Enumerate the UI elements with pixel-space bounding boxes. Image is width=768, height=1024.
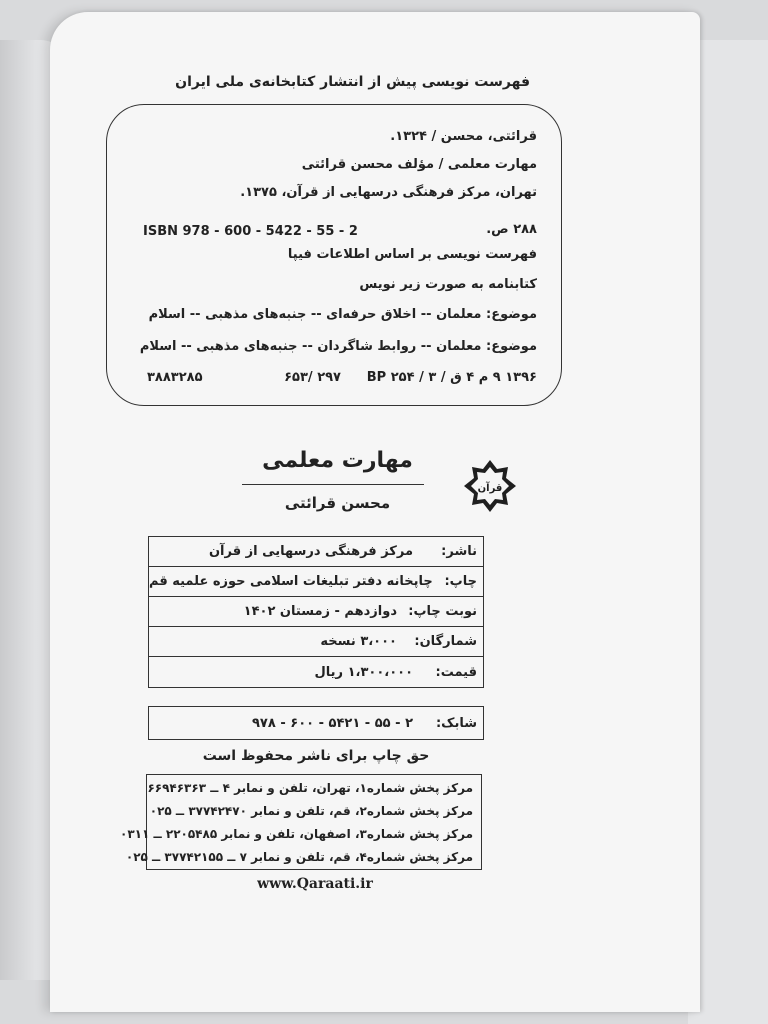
edition-label: نوبت چاپ:	[408, 604, 477, 619]
distribution-line-3: مرکز پخش شماره۳، اصفهان، تلفن و نمابر ۲۲۰۵۴۸۵ ــ ۰۳۱۱	[120, 827, 473, 841]
shabak-value: ۲ - ۵۵ - ۵۴۲۱ - ۶۰۰ - ۹۷۸	[252, 715, 413, 731]
copies-label: شمارگان:	[414, 634, 477, 649]
cip-fipa: فهرست نویسی بر اساس اطلاعات فیپا	[287, 247, 537, 262]
publisher-value: مرکز فرهنگی درسهایی از قرآن	[208, 544, 413, 559]
cip-title-line: مهارت معلمی / مؤلف محسن قرائتی	[301, 157, 537, 172]
copies-value: ۳،۰۰۰ نسخه	[320, 634, 397, 649]
book-title: مهارت معلمی	[262, 448, 413, 473]
cip-dewey: ۲۹۷ /۶۵۳	[284, 370, 341, 385]
cip-isbn: ISBN 978 - 600 - 5422 - 55 - 2	[143, 224, 358, 239]
publication-info-table	[148, 536, 484, 688]
cip-heading: فهرست نویسی پیش از انتشار کتابخانه‌ی ملی ایران	[175, 74, 530, 90]
price-value: ۱،۳۰۰،۰۰۰ ریال	[314, 664, 413, 680]
info-row-price	[149, 657, 483, 687]
print-value: چاپخانه دفتر تبلیغات اسلامی حوزه علمیه قم	[149, 574, 433, 589]
distribution-line-2: مرکز پخش شماره۲، قم، تلفن و نمابر ۳۷۷۴۲۴۷۰ ــ ۰۲۵	[149, 804, 473, 818]
website-link[interactable]: www.Qaraati.ir	[257, 876, 373, 892]
shabak-box	[148, 706, 484, 740]
cip-national-number: ۳۸۸۳۲۸۵	[147, 370, 203, 385]
star-logo-icon	[460, 458, 520, 514]
distribution-line-4: مرکز پخش شماره۴، قم، تلفن و نمابر ۷ ــ ۳۷۷۴۲۱۵۵ ــ ۰۲۵	[125, 850, 473, 864]
publisher-label: ناشر:	[441, 544, 477, 559]
edition-value: دوازدهم - زمستان ۱۴۰۲	[243, 604, 397, 619]
background-surface	[688, 40, 768, 1024]
shabak-label: شابک:	[435, 715, 477, 731]
distribution-line-1: مرکز پخش شماره۱، تهران، تلفن و نمابر ۴ ــ ۶۶۹۴۶۳۶۳	[147, 781, 473, 795]
cip-pages: ۲۸۸ ص.	[486, 222, 537, 237]
copyright-notice: حق چاپ برای ناشر محفوظ است	[202, 748, 430, 764]
print-label: چاپ:	[444, 574, 477, 589]
info-row-edition	[149, 597, 483, 627]
cip-publication-line: تهران، مرکز فرهنگی درسهایی از قرآن، ۱۳۷۵.	[240, 185, 537, 200]
logo-text: قرآن	[477, 483, 503, 494]
cip-bibliography: کتابنامه به صورت زیر نویس	[359, 277, 537, 292]
cip-box	[106, 104, 562, 406]
book-author: محسن قرائتی	[284, 494, 391, 512]
cip-author-line: قرائتی، محسن / ۱۳۲۴.	[390, 129, 537, 144]
info-row-copies	[149, 627, 483, 657]
info-row-print	[149, 567, 483, 597]
info-row-publisher	[149, 537, 483, 567]
cip-lc-class: ۱۳۹۶ ۹ م ۴ ق / ۳ / BP ۲۵۴	[366, 370, 537, 385]
cip-subject-2: موضوع: معلمان -- روابط شاگردان -- جنبه‌های مذهبی -- اسلام	[139, 339, 537, 354]
price-label: قیمت:	[435, 664, 477, 680]
title-divider	[242, 484, 424, 485]
distribution-box	[120, 774, 482, 870]
cip-subject-1: موضوع: معلمان -- اخلاق حرفه‌ای -- جنبه‌های مذهبی -- اسلام	[148, 307, 537, 322]
